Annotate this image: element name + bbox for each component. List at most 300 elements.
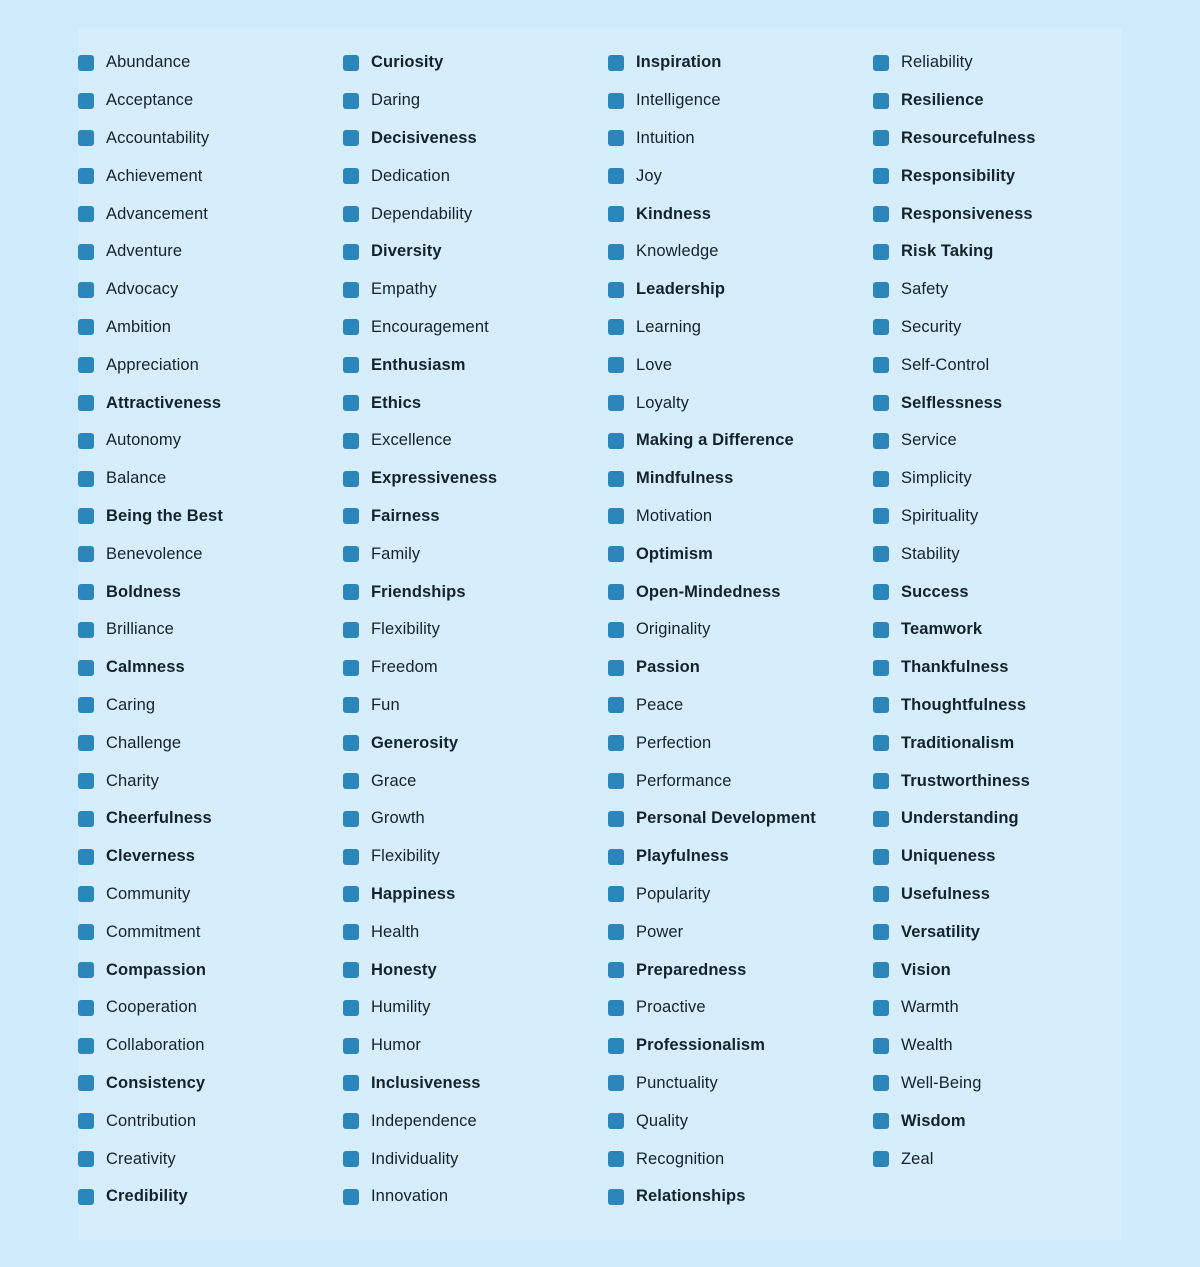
value-list-item[interactable]	[608, 535, 873, 573]
checkbox-icon[interactable]	[608, 1000, 624, 1016]
value-label: Happiness	[371, 884, 456, 903]
value-list-item[interactable]	[78, 82, 343, 120]
checkbox-icon[interactable]	[608, 660, 624, 676]
value-label: Making a Difference	[636, 431, 794, 450]
checkbox-icon[interactable]	[343, 130, 359, 146]
value-list-item[interactable]	[343, 1178, 608, 1216]
checkbox-icon[interactable]	[78, 962, 94, 978]
checkbox-icon[interactable]	[343, 1000, 359, 1016]
checkbox-icon[interactable]	[608, 244, 624, 260]
checkbox-icon[interactable]	[608, 1113, 624, 1129]
checkbox-icon[interactable]	[78, 319, 94, 335]
checkbox-icon[interactable]	[873, 319, 889, 335]
value-list-item[interactable]	[608, 44, 873, 82]
values-column	[343, 44, 608, 1216]
value-list-item[interactable]	[873, 913, 1138, 951]
checkbox-icon[interactable]	[873, 962, 889, 978]
checkbox-icon[interactable]	[343, 924, 359, 940]
checkbox-icon[interactable]	[343, 622, 359, 638]
checkbox-icon[interactable]	[78, 697, 94, 713]
value-list-item[interactable]	[873, 422, 1138, 460]
value-list-item[interactable]	[343, 384, 608, 422]
checkbox-icon[interactable]	[343, 660, 359, 676]
checkbox-icon[interactable]	[78, 660, 94, 676]
checkbox-icon[interactable]	[608, 130, 624, 146]
value-list-item[interactable]	[343, 120, 608, 158]
value-label: Community	[106, 884, 191, 903]
checkbox-icon[interactable]	[78, 1113, 94, 1129]
value-list-item[interactable]	[343, 611, 608, 649]
checkbox-icon[interactable]	[78, 924, 94, 940]
value-label: Uniqueness	[901, 847, 996, 866]
value-label: Spirituality	[901, 506, 979, 525]
checkbox-icon[interactable]	[608, 168, 624, 184]
checkbox-icon[interactable]	[608, 1189, 624, 1205]
value-label: Safety	[901, 280, 949, 299]
value-list-item[interactable]	[78, 913, 343, 951]
value-list-item[interactable]	[343, 233, 608, 271]
value-label: Empathy	[371, 280, 437, 299]
value-list-item[interactable]	[343, 1140, 608, 1178]
value-label: Acceptance	[106, 91, 194, 110]
checkbox-icon[interactable]	[78, 1038, 94, 1054]
value-list-item[interactable]	[343, 687, 608, 725]
value-label: Humility	[371, 998, 431, 1017]
value-list-item[interactable]	[873, 838, 1138, 876]
value-list-item[interactable]	[608, 1140, 873, 1178]
checkbox-icon[interactable]	[78, 1000, 94, 1016]
value-list-item[interactable]	[608, 309, 873, 347]
checkbox-icon[interactable]	[873, 811, 889, 827]
value-list-item[interactable]	[78, 1102, 343, 1140]
checkbox-icon[interactable]	[78, 168, 94, 184]
value-list-item[interactable]	[608, 460, 873, 498]
value-label: Stability	[901, 544, 960, 563]
checkbox-icon[interactable]	[343, 546, 359, 562]
value-list-item[interactable]	[343, 498, 608, 536]
checkbox-icon[interactable]	[873, 1000, 889, 1016]
value-list-item[interactable]	[343, 157, 608, 195]
checkbox-icon[interactable]	[873, 282, 889, 298]
value-list-item[interactable]	[343, 422, 608, 460]
value-list-item[interactable]	[873, 82, 1138, 120]
value-list-item[interactable]	[78, 271, 343, 309]
value-label: Knowledge	[636, 242, 719, 261]
value-label: Caring	[106, 695, 156, 714]
value-list-item[interactable]	[78, 157, 343, 195]
value-label: Freedom	[371, 658, 438, 677]
value-list-item[interactable]	[873, 800, 1138, 838]
value-list-item[interactable]	[343, 271, 608, 309]
checkbox-icon[interactable]	[78, 471, 94, 487]
value-label: Learning	[636, 317, 702, 336]
checkbox-icon[interactable]	[608, 735, 624, 751]
checkbox-icon[interactable]	[343, 55, 359, 71]
checkbox-icon[interactable]	[343, 1151, 359, 1167]
value-list-item[interactable]	[78, 687, 343, 725]
checkbox-icon[interactable]	[873, 773, 889, 789]
value-label: Friendships	[371, 582, 466, 601]
checkbox-icon[interactable]	[343, 1189, 359, 1205]
value-list-item[interactable]	[78, 838, 343, 876]
checkbox-icon[interactable]	[873, 1151, 889, 1167]
checkbox-icon[interactable]	[343, 697, 359, 713]
value-list-item[interactable]	[608, 422, 873, 460]
checkbox-icon[interactable]	[873, 244, 889, 260]
checkbox-icon[interactable]	[608, 395, 624, 411]
checkbox-icon[interactable]	[343, 849, 359, 865]
checkbox-icon[interactable]	[343, 168, 359, 184]
value-list-item[interactable]	[78, 460, 343, 498]
value-label: Balance	[106, 469, 167, 488]
value-list-item[interactable]	[873, 346, 1138, 384]
checkbox-icon[interactable]	[343, 886, 359, 902]
value-list-item[interactable]	[873, 44, 1138, 82]
checkbox-icon[interactable]	[873, 168, 889, 184]
value-list-item[interactable]	[78, 44, 343, 82]
value-label: Commitment	[106, 922, 201, 941]
checkbox-icon[interactable]	[608, 282, 624, 298]
checkbox-icon[interactable]	[343, 735, 359, 751]
value-list-item[interactable]	[78, 309, 343, 347]
value-label: Diversity	[371, 242, 442, 261]
value-list-item[interactable]	[343, 762, 608, 800]
value-list-item[interactable]	[343, 913, 608, 951]
checkbox-icon[interactable]	[873, 130, 889, 146]
value-label: Autonomy	[106, 431, 182, 450]
checkbox-icon[interactable]	[343, 962, 359, 978]
value-list-item[interactable]	[78, 195, 343, 233]
value-label: Individuality	[371, 1149, 459, 1168]
checkbox-icon[interactable]	[78, 282, 94, 298]
checkbox-icon[interactable]	[343, 1038, 359, 1054]
value-list-item[interactable]	[78, 120, 343, 158]
checkbox-icon[interactable]	[608, 93, 624, 109]
checkbox-icon[interactable]	[873, 508, 889, 524]
value-list-item[interactable]	[343, 309, 608, 347]
value-list-item[interactable]	[608, 989, 873, 1027]
value-list-item[interactable]	[78, 422, 343, 460]
value-list-item[interactable]	[608, 195, 873, 233]
value-list-item[interactable]	[608, 913, 873, 951]
checkbox-icon[interactable]	[78, 130, 94, 146]
value-list-item[interactable]	[873, 762, 1138, 800]
checkbox-icon[interactable]	[608, 357, 624, 373]
checkbox-icon[interactable]	[608, 1038, 624, 1054]
checkbox-icon[interactable]	[608, 1151, 624, 1167]
checkbox-icon[interactable]	[343, 206, 359, 222]
value-list-item[interactable]	[873, 951, 1138, 989]
value-label: Appreciation	[106, 355, 199, 374]
value-list-item[interactable]	[78, 800, 343, 838]
checkbox-icon[interactable]	[873, 1038, 889, 1054]
checkbox-icon[interactable]	[608, 924, 624, 940]
value-label: Proactive	[636, 998, 706, 1017]
value-list-item[interactable]	[608, 271, 873, 309]
value-list-item[interactable]	[873, 611, 1138, 649]
value-list-item[interactable]	[608, 1027, 873, 1065]
checkbox-icon[interactable]	[343, 1075, 359, 1091]
value-list-item[interactable]	[608, 838, 873, 876]
checkbox-icon[interactable]	[343, 811, 359, 827]
value-list-item[interactable]	[343, 1027, 608, 1065]
value-list-item[interactable]	[608, 384, 873, 422]
checkbox-icon[interactable]	[608, 546, 624, 562]
value-list-item[interactable]	[608, 157, 873, 195]
value-list-item[interactable]	[78, 346, 343, 384]
value-list-item[interactable]	[343, 195, 608, 233]
value-list-item[interactable]	[343, 535, 608, 573]
value-label: Reliability	[901, 53, 973, 72]
value-label: Being the Best	[106, 506, 223, 525]
value-label: Contribution	[106, 1111, 197, 1130]
value-label: Inspiration	[636, 53, 722, 72]
values-column	[78, 44, 343, 1216]
value-list-item[interactable]	[608, 951, 873, 989]
checkbox-icon[interactable]	[873, 206, 889, 222]
value-list-item[interactable]	[608, 876, 873, 914]
checkbox-icon[interactable]	[343, 282, 359, 298]
checkbox-icon[interactable]	[608, 811, 624, 827]
value-label: Inclusiveness	[371, 1073, 481, 1092]
checkbox-icon[interactable]	[78, 886, 94, 902]
value-label: Peace	[636, 695, 684, 714]
value-label: Love	[636, 355, 673, 374]
value-list-item[interactable]	[343, 573, 608, 611]
checkbox-icon[interactable]	[608, 697, 624, 713]
value-list-item[interactable]	[608, 233, 873, 271]
value-list-item[interactable]	[78, 1027, 343, 1065]
value-list-item[interactable]	[608, 762, 873, 800]
checkbox-icon[interactable]	[78, 395, 94, 411]
checkbox-icon[interactable]	[608, 849, 624, 865]
value-list-item[interactable]	[343, 838, 608, 876]
checkbox-icon[interactable]	[343, 244, 359, 260]
checkbox-icon[interactable]	[343, 395, 359, 411]
value-label: Charity	[106, 771, 159, 790]
value-list-item[interactable]	[873, 233, 1138, 271]
checkbox-icon[interactable]	[608, 508, 624, 524]
value-list-item[interactable]	[343, 44, 608, 82]
value-label: Self-Control	[901, 355, 990, 374]
value-label: Traditionalism	[901, 733, 1015, 752]
value-label: Advancement	[106, 204, 208, 223]
checkbox-icon[interactable]	[78, 735, 94, 751]
value-list-item[interactable]	[873, 460, 1138, 498]
value-list-item[interactable]	[608, 724, 873, 762]
value-list-item[interactable]	[343, 876, 608, 914]
value-list-item[interactable]	[873, 876, 1138, 914]
checkbox-icon[interactable]	[78, 93, 94, 109]
checkbox-icon[interactable]	[78, 773, 94, 789]
value-label: Punctuality	[636, 1073, 718, 1092]
checkbox-icon[interactable]	[873, 1075, 889, 1091]
checkbox-icon[interactable]	[873, 93, 889, 109]
checkbox-icon[interactable]	[873, 357, 889, 373]
checkbox-icon[interactable]	[608, 622, 624, 638]
checkbox-icon[interactable]	[78, 622, 94, 638]
value-list-item[interactable]	[873, 573, 1138, 611]
checkbox-icon[interactable]	[78, 244, 94, 260]
value-list-item[interactable]	[343, 800, 608, 838]
checkbox-icon[interactable]	[608, 584, 624, 600]
value-list-item[interactable]	[873, 1140, 1138, 1178]
value-list-item[interactable]	[343, 989, 608, 1027]
value-list-item[interactable]	[78, 611, 343, 649]
checkbox-icon[interactable]	[343, 508, 359, 524]
values-column	[608, 44, 873, 1216]
checkbox-icon[interactable]	[78, 1075, 94, 1091]
value-list-item[interactable]	[873, 1027, 1138, 1065]
checkbox-icon[interactable]	[78, 1151, 94, 1167]
checkbox-icon[interactable]	[78, 357, 94, 373]
checkbox-icon[interactable]	[343, 584, 359, 600]
checkbox-icon[interactable]	[873, 55, 889, 71]
value-list-item[interactable]	[343, 1065, 608, 1103]
value-list-item[interactable]	[343, 346, 608, 384]
value-list-item[interactable]	[873, 724, 1138, 762]
checkbox-icon[interactable]	[608, 773, 624, 789]
value-list-item[interactable]	[78, 989, 343, 1027]
checkbox-icon[interactable]	[608, 886, 624, 902]
checkbox-icon[interactable]	[343, 773, 359, 789]
checkbox-icon[interactable]	[608, 1075, 624, 1091]
checkbox-icon[interactable]	[78, 206, 94, 222]
value-label: Innovation	[371, 1187, 449, 1206]
checkbox-icon[interactable]	[873, 849, 889, 865]
checkbox-icon[interactable]	[78, 508, 94, 524]
value-label: Motivation	[636, 506, 713, 525]
value-label: Ethics	[371, 393, 422, 412]
checkbox-icon[interactable]	[873, 622, 889, 638]
checkbox-icon[interactable]	[873, 546, 889, 562]
value-label: Creativity	[106, 1149, 176, 1168]
value-list-item[interactable]	[873, 384, 1138, 422]
checkbox-icon[interactable]	[608, 55, 624, 71]
value-list-item[interactable]	[78, 1140, 343, 1178]
value-label: Warmth	[901, 998, 959, 1017]
checkbox-icon[interactable]	[78, 433, 94, 449]
checkbox-icon[interactable]	[78, 1189, 94, 1205]
value-label: Preparedness	[636, 960, 747, 979]
checkbox-icon[interactable]	[78, 584, 94, 600]
value-list-item[interactable]	[78, 724, 343, 762]
checkbox-icon[interactable]	[343, 93, 359, 109]
value-list-item[interactable]	[608, 611, 873, 649]
value-list-item[interactable]	[343, 951, 608, 989]
value-list-item[interactable]	[608, 800, 873, 838]
value-list-item[interactable]	[343, 724, 608, 762]
value-list-item[interactable]	[78, 951, 343, 989]
checkbox-icon[interactable]	[873, 584, 889, 600]
value-label: Quality	[636, 1111, 689, 1130]
value-list-item[interactable]	[873, 309, 1138, 347]
value-list-item[interactable]	[608, 120, 873, 158]
value-label: Consistency	[106, 1073, 206, 1092]
checkbox-icon[interactable]	[608, 206, 624, 222]
value-list-item[interactable]	[78, 1178, 343, 1216]
value-list-item[interactable]	[608, 1102, 873, 1140]
value-label: Fairness	[371, 506, 440, 525]
value-label: Versatility	[901, 922, 981, 941]
value-list-item[interactable]	[343, 1102, 608, 1140]
value-list-item[interactable]	[343, 460, 608, 498]
value-label: Attractiveness	[106, 393, 222, 412]
value-list-item[interactable]	[873, 1102, 1138, 1140]
checkbox-icon[interactable]	[608, 433, 624, 449]
values-column	[873, 44, 1138, 1178]
checkbox-icon[interactable]	[873, 471, 889, 487]
value-list-item[interactable]	[78, 1065, 343, 1103]
value-list-item[interactable]	[78, 762, 343, 800]
value-list-item[interactable]	[78, 498, 343, 536]
value-list-item[interactable]	[873, 1065, 1138, 1103]
checkbox-icon[interactable]	[873, 395, 889, 411]
checkbox-icon[interactable]	[343, 433, 359, 449]
checkbox-icon[interactable]	[343, 471, 359, 487]
value-list-item[interactable]	[873, 195, 1138, 233]
checkbox-icon[interactable]	[873, 886, 889, 902]
value-list-item[interactable]	[873, 687, 1138, 725]
value-label: Cooperation	[106, 998, 197, 1017]
checkbox-icon[interactable]	[873, 433, 889, 449]
value-list-item[interactable]	[343, 649, 608, 687]
value-list-item[interactable]	[78, 573, 343, 611]
checkbox-icon[interactable]	[608, 319, 624, 335]
checkbox-icon[interactable]	[78, 55, 94, 71]
value-list-item[interactable]	[873, 989, 1138, 1027]
value-list-item[interactable]	[608, 82, 873, 120]
checkbox-icon[interactable]	[873, 697, 889, 713]
value-label: Optimism	[636, 544, 713, 563]
value-list-item[interactable]	[608, 498, 873, 536]
value-list-item[interactable]	[608, 573, 873, 611]
value-label: Calmness	[106, 658, 185, 677]
checkbox-icon[interactable]	[343, 1113, 359, 1129]
value-list-item[interactable]	[608, 687, 873, 725]
value-list-item[interactable]	[873, 120, 1138, 158]
checkbox-icon[interactable]	[608, 962, 624, 978]
value-label: Resilience	[901, 91, 984, 110]
value-list-item[interactable]	[873, 649, 1138, 687]
value-list-item[interactable]	[873, 271, 1138, 309]
value-list-item[interactable]	[608, 346, 873, 384]
value-list-item[interactable]	[78, 649, 343, 687]
checkbox-icon[interactable]	[78, 849, 94, 865]
checkbox-icon[interactable]	[343, 357, 359, 373]
checkbox-icon[interactable]	[873, 735, 889, 751]
checkbox-icon[interactable]	[873, 660, 889, 676]
value-list-item[interactable]	[873, 157, 1138, 195]
value-list-item[interactable]	[78, 535, 343, 573]
value-list-item[interactable]	[873, 498, 1138, 536]
value-list-item[interactable]	[78, 384, 343, 422]
checkbox-icon[interactable]	[873, 924, 889, 940]
value-list-item[interactable]	[608, 1178, 873, 1216]
checkbox-icon[interactable]	[873, 1113, 889, 1129]
value-list-item[interactable]	[608, 1065, 873, 1103]
value-list-item[interactable]	[78, 876, 343, 914]
checkbox-icon[interactable]	[78, 546, 94, 562]
value-list-item[interactable]	[873, 535, 1138, 573]
value-list-item[interactable]	[343, 82, 608, 120]
value-label: Recognition	[636, 1149, 725, 1168]
checkbox-icon[interactable]	[343, 319, 359, 335]
checkbox-icon[interactable]	[78, 811, 94, 827]
value-list-item[interactable]	[608, 649, 873, 687]
value-list-item[interactable]	[78, 233, 343, 271]
checkbox-icon[interactable]	[608, 471, 624, 487]
